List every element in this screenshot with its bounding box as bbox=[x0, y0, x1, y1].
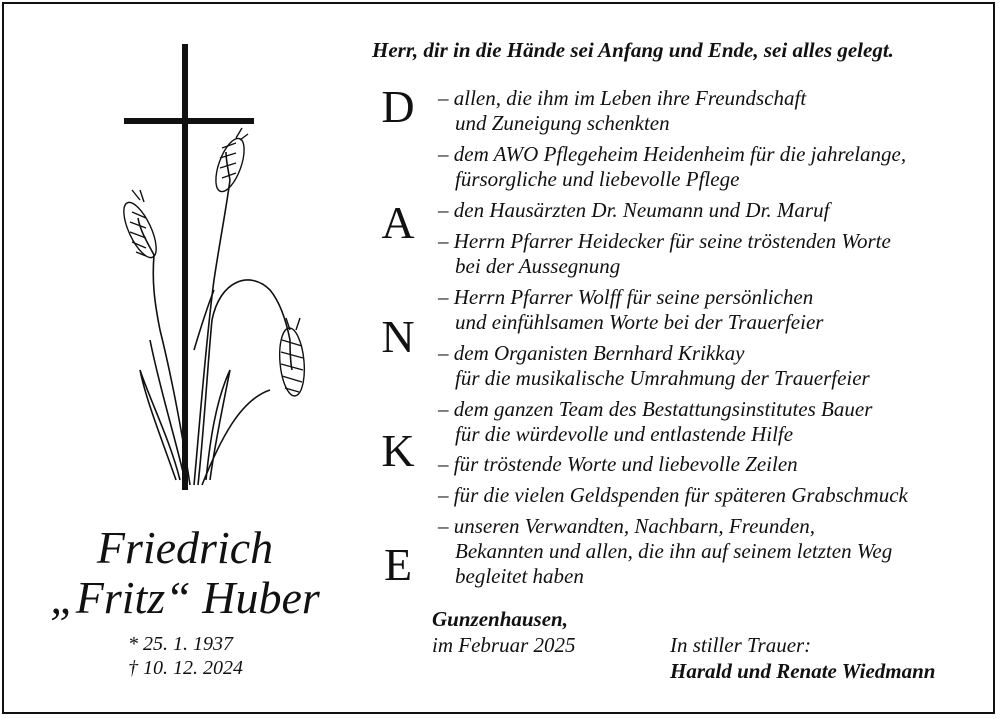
thanks-item bbox=[438, 285, 823, 335]
thanks-item bbox=[438, 198, 829, 223]
thanks-item bbox=[438, 514, 892, 589]
thanks-line: – Herrn Pfarrer Wolff für seine persönlichen bbox=[438, 285, 814, 309]
thanks-line: – den Hausärzten Dr. Neumann und Dr. Maruf bbox=[438, 198, 830, 222]
danke-letter-e: E bbox=[383, 539, 413, 590]
mourning-family: Harald und Renate Wiedmann bbox=[670, 659, 936, 683]
thanks-line: für die musikalische Umrahmung der Trauerfeier bbox=[455, 366, 870, 390]
thanks-line: begleitet haben bbox=[455, 564, 584, 588]
thanks-line: – Herrn Pfarrer Heidecker für seine tröstenden Worte bbox=[438, 229, 891, 253]
thanks-line: – dem Organisten Bernhard Krikkay bbox=[438, 341, 745, 365]
wheat-ears-icon bbox=[138, 152, 292, 485]
place-name: Gunzenhausen, bbox=[432, 607, 568, 631]
deceased-nickname-surname: „Fritz“ Huber bbox=[50, 572, 320, 623]
thanks-line: und Zuneigung schenkten bbox=[455, 111, 670, 135]
thanks-item bbox=[438, 483, 908, 508]
thanks-item bbox=[438, 452, 798, 477]
danke-letter-n: N bbox=[381, 311, 415, 362]
wheat-ear-left-icon bbox=[117, 190, 162, 262]
cross-icon bbox=[124, 44, 254, 490]
thanks-line: Bekannten und allen, die ihn auf seinem letzten Weg bbox=[455, 539, 893, 563]
thanks-line: fürsorgliche und liebevolle Pflege bbox=[455, 167, 740, 191]
thanks-line: – für die vielen Geldspenden für späteren Grabschmuck bbox=[438, 483, 908, 507]
thanks-line: – dem AWO Pflegeheim Heidenheim für die jahrelange, bbox=[438, 142, 907, 166]
thanks-item bbox=[438, 229, 891, 279]
thanks-line: – unseren Verwandten, Nachbarn, Freunden, bbox=[438, 514, 815, 538]
deceased-first-name: Friedrich bbox=[96, 522, 274, 573]
thanks-item bbox=[438, 397, 872, 447]
danke-letter-d: D bbox=[381, 81, 415, 132]
wheat-ear-right-icon bbox=[277, 318, 307, 397]
danke-letter-k: K bbox=[381, 425, 415, 476]
thanks-line: – dem ganzen Team des Bestattungsinstitutes Bauer bbox=[438, 397, 873, 421]
motto-verse: Herr, dir in die Hände sei Anfang und Ende, sei alles gelegt. bbox=[372, 38, 894, 62]
thanks-item bbox=[438, 341, 870, 391]
thanks-line: – für tröstende Worte und liebevolle Zeilen bbox=[438, 452, 798, 476]
thanks-item bbox=[438, 86, 806, 136]
thanks-item bbox=[438, 142, 906, 192]
cross-with-wheat-illustration bbox=[110, 40, 320, 492]
thanks-line: für die würdevolle und entlastende Hilfe bbox=[455, 422, 794, 446]
thanks-line: bei der Aussegnung bbox=[455, 254, 621, 278]
birth-date: * 25. 1. 1937 bbox=[128, 633, 233, 655]
thanks-line: – allen, die ihm im Leben ihre Freundschaft bbox=[438, 86, 807, 110]
danke-letter-a: A bbox=[381, 197, 415, 248]
thanks-line: und einfühlsamen Worte bei der Trauerfeier bbox=[455, 310, 824, 334]
death-date: † 10. 12. 2024 bbox=[128, 657, 243, 679]
notice-month: im Februar 2025 bbox=[432, 633, 576, 657]
mourning-label: In stiller Trauer: bbox=[670, 633, 812, 657]
